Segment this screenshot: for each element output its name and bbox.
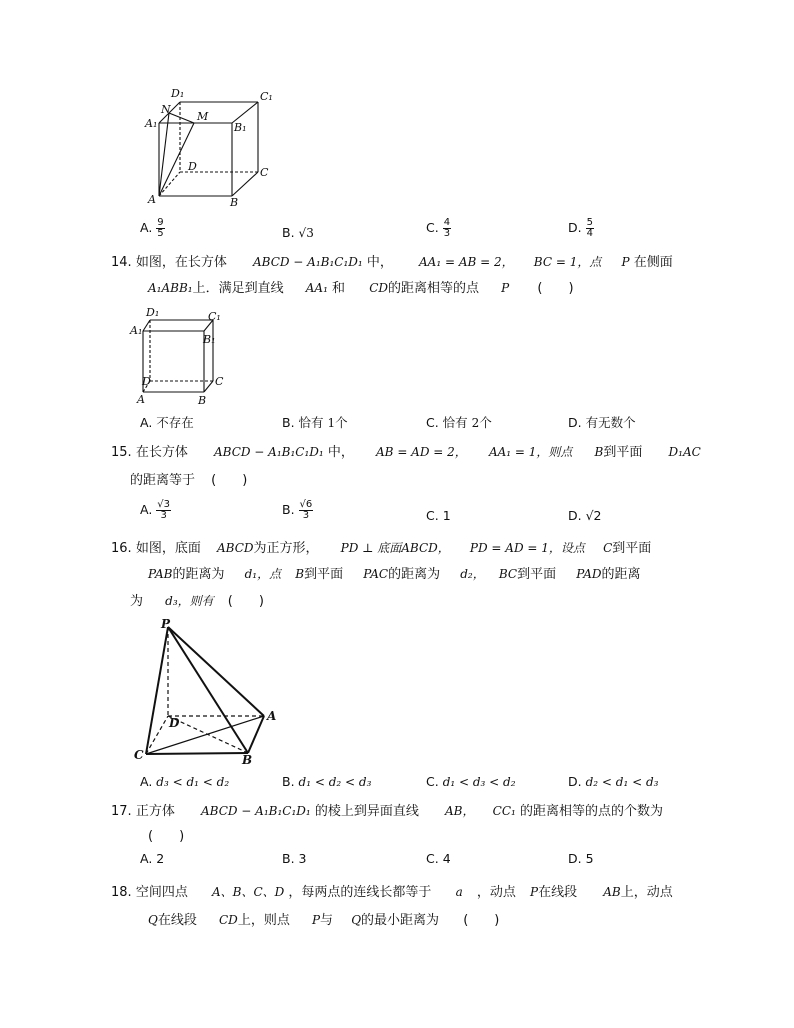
q17-option-d: D. 5	[568, 851, 594, 866]
label-c1: C₁	[208, 310, 221, 323]
label-d: D	[142, 375, 151, 388]
q15-option-d: D. √2	[568, 508, 602, 523]
label-d1: D₁	[146, 306, 160, 319]
question-number: 15.	[111, 445, 132, 460]
fraction: $\frac{5}{4}$	[586, 217, 593, 239]
question-15-line-2: 的距离等于 ( )	[130, 473, 248, 488]
q13-option-a: A. $\frac{9}{5}$	[140, 217, 164, 239]
label-p: P	[161, 617, 171, 631]
q17-option-a: A. 2	[140, 851, 165, 866]
q17-option-c: C. 4	[426, 851, 451, 866]
label-c: C	[215, 375, 224, 388]
label-d1: D₁	[171, 87, 185, 100]
label-n: N	[161, 103, 171, 116]
q16-option-a: A. d₃ < d₁ < d₂	[140, 774, 230, 789]
question-17: 17. 正方体 ABCD − A₁B₁C₁D₁ 的棱上到异面直线 AB， CC₁ 的距离相等的点的个数为	[111, 804, 663, 819]
figure-cube-13	[140, 86, 280, 208]
label-b: B	[242, 753, 253, 767]
q15-option-b: B. $\frac{√6}{3}$	[282, 499, 313, 521]
label-d: D	[188, 160, 197, 173]
question-15: 15. 在长方体 ABCD − A₁B₁C₁D₁ 中， AB = AD = 2， AA₁ = 1，则点 B到平面 D₁AC	[111, 445, 701, 460]
q13-option-b: B. √3	[282, 225, 314, 240]
q15-option-a: A. $\frac{√3}{3}$	[140, 499, 171, 521]
q13-option-d: D. $\frac{5}{4}$	[568, 217, 593, 239]
question-number: 17.	[111, 804, 132, 819]
q14-option-c: C. 恰有 2个	[426, 415, 492, 430]
q13-option-c: C. $\frac{4}{3}$	[426, 217, 451, 239]
label-c1: C₁	[260, 90, 273, 103]
label-b: B	[230, 196, 239, 208]
label-c: C	[260, 166, 269, 179]
q14-option-a: A. 不存在	[140, 415, 194, 430]
question-number: 18.	[111, 885, 132, 900]
question-16: 16. 如图，底面 ABCD为正方形， PD ⊥ 底面ABCD， PD = AD = 1，设点 C到平面	[111, 541, 652, 556]
question-18-line-2: Q在线段 CD上，则点 P与 Q的最小距离为 ( )	[148, 913, 500, 928]
label-c: C	[134, 748, 144, 762]
label-a1: A₁	[130, 324, 143, 337]
q15-option-c: C. 1	[426, 508, 451, 523]
label-b1: B₁	[234, 121, 247, 134]
label-b1: B₁	[203, 333, 216, 346]
q17-option-b: B. 3	[282, 851, 307, 866]
q16-option-b: B. d₁ < d₂ < d₃	[282, 774, 372, 789]
figure-pyramid-16	[128, 615, 288, 775]
question-number: 16.	[111, 541, 132, 556]
label-b: B	[198, 394, 207, 407]
fraction: $\frac{9}{5}$	[157, 217, 164, 239]
q14-option-b: B. 恰有 1个	[282, 415, 348, 430]
label-m: M	[197, 110, 209, 123]
label-a: A	[148, 193, 156, 206]
question-number: 14.	[111, 255, 132, 270]
figure-box-14	[128, 305, 228, 409]
question-16-line-2: PAB的距离为 d₁，点 B到平面 PAC的距离为 d₂， BC到平面 PAD的距离	[148, 567, 641, 582]
fraction: $\frac{√3}{3}$	[157, 499, 171, 521]
q16-option-c: C. d₁ < d₃ < d₂	[426, 774, 516, 789]
label-a: A	[267, 709, 277, 723]
question-14: 14. 如图，在长方体 ABCD − A₁B₁C₁D₁ 中， AA₁ = AB = 2， BC = 1，点 P 在侧面	[111, 255, 673, 270]
question-17-line-2: ( )	[148, 829, 185, 844]
label-a: A	[137, 393, 145, 406]
label-d: D	[169, 716, 180, 730]
question-14-line-2: A₁ABB₁上．满足到直线 AA₁ 和 CD的距离相等的点 P ( )	[148, 281, 574, 296]
q14-option-d: D. 有无数个	[568, 415, 636, 430]
label-a1: A₁	[145, 117, 158, 130]
question-16-line-3: 为 d₃，则有 ( )	[130, 594, 264, 609]
question-18: 18. 空间四点 A、B、C、D ，每两点的连线长都等于 a ，动点 P在线段 AB上，动点	[111, 885, 673, 900]
q16-option-d: D. d₂ < d₁ < d₃	[568, 774, 659, 789]
fraction: $\frac{4}{3}$	[443, 217, 451, 239]
fraction: $\frac{√6}{3}$	[299, 499, 313, 521]
